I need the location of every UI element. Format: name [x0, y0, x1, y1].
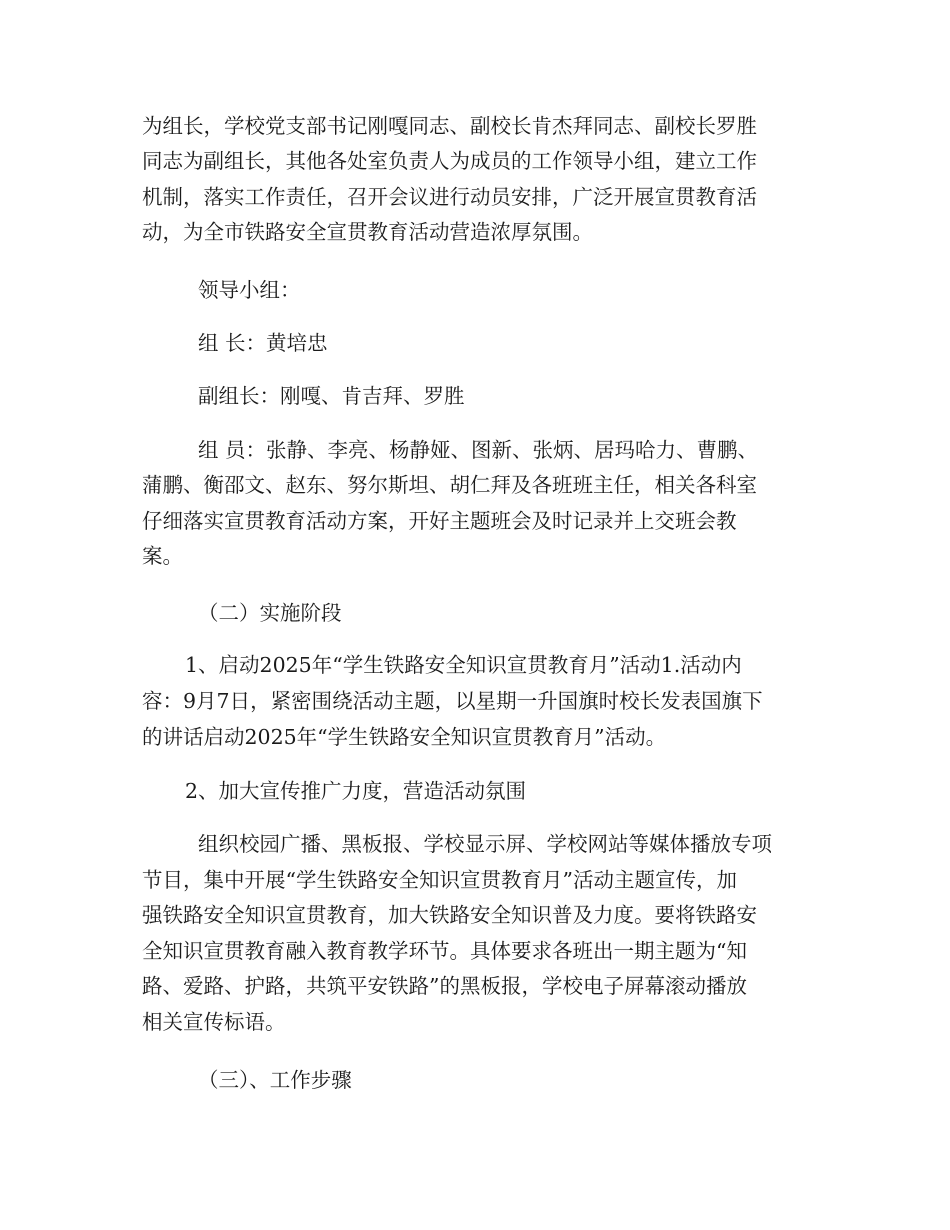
- paragraph-line: 节目，集中开展“学生铁路安全知识宣贯教育月”活动主题宣传，加: [142, 868, 737, 892]
- deputy-leader-line: 副组长：刚嘎、肯吉拜、罗胜: [198, 384, 465, 408]
- paragraph-line: 仔细落实宣贯教育活动方案，开好主题班会及时记录并上交班会教: [142, 509, 737, 533]
- paragraph-line: 组织校园广播、黑板报、学校显示屏、学校网站等媒体播放专项: [198, 832, 772, 856]
- paragraph-line: 机制，落实工作责任，召开会议进行动员安排，广泛开展宣贯教育活: [142, 185, 757, 209]
- paragraph-line: 动，为全市铁路安全宣贯教育活动营造浓厚氛围。: [142, 220, 593, 244]
- paragraph-line: 全知识宣贯教育融入教育教学环节。具体要求各班出一期主题为“知: [142, 939, 747, 963]
- leader-line: 组 长：黄培忠: [198, 331, 328, 355]
- paragraph-line: 路、爱路、护路，共筑平安铁路”的黑板报，学校电子屏幕滚动播放: [142, 974, 747, 998]
- subsection-heading: 2、加大宣传推广力度，营造活动氛围: [185, 779, 527, 803]
- paragraph-line: 同志为副组长，其他各处室负责人为成员的工作领导小组，建立工作: [142, 149, 757, 173]
- paragraph-line: 相关宣传标语。: [142, 1010, 286, 1034]
- leader-group-heading: 领导小组：: [198, 278, 301, 302]
- section-heading: （三）、工作步骤: [198, 1068, 352, 1092]
- paragraph-line: 强铁路安全知识宣贯教育，加大铁路安全知识普及力度。要将铁路安: [142, 903, 757, 927]
- paragraph-line: 1、启动2025年“学生铁路安全知识宣贯教育月”活动1.活动内: [185, 653, 742, 677]
- paragraph-line: 容：9月7日，紧密围绕活动主题，以星期一升国旗时校长发表国旗下: [142, 689, 763, 713]
- section-heading: （二）实施阶段: [198, 601, 342, 625]
- paragraph-line: 蒲鹏、衡邵文、赵东、努尔斯坦、胡仁拜及各班班主任，相关各科室: [142, 473, 757, 497]
- paragraph-line: 为组长，学校党支部书记刚嘎同志、副校长肯杰拜同志、副校长罗胜: [142, 114, 757, 138]
- paragraph-line: 的讲话启动2025年“学生铁路安全知识宣贯教育月”活动。: [142, 725, 667, 749]
- paragraph-line: 案。: [142, 544, 183, 568]
- members-line: 组 员：张静、李亮、杨静娅、图新、张炳、居玛哈力、曹鹏、: [198, 438, 759, 462]
